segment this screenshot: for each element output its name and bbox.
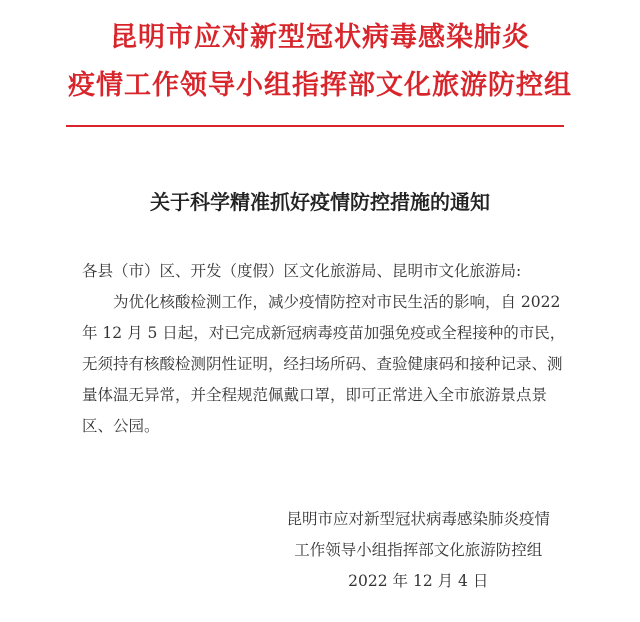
header-red-rule [66, 125, 564, 127]
addressee: 各县（市）区、开发（度假）区文化旅游局、昆明市文化旅游局: [82, 262, 522, 280]
issuer-name-line-1: 昆明市应对新型冠状病毒感染肺炎 [110, 22, 530, 53]
notice-body [82, 256, 566, 442]
signature-block [286, 504, 550, 597]
signature-issuer-line-2: 工作领导小组指挥部文化旅游防控组 [294, 541, 543, 559]
issuer-name-line-2: 疫情工作领导小组指挥部文化旅游防控组 [68, 70, 572, 101]
signature-date: 2022 年 12 月 4 日 [348, 572, 489, 590]
notice-title: 关于科学精准抓好疫情防控措施的通知 [150, 190, 490, 214]
document-header [0, 14, 640, 110]
notice-paragraph: 为优化核酸检测工作，减少疫情防控对市民生活的影响，自 2022 年 12 月 5 日起，对已完成新冠病毒疫苗加强免疫或全程接种的市民，无须持有核酸检测阴性证明，经扫场所码、查验健康码和接种记录、测量体温无异常，并全程规范佩戴口罩，即可正常进入全市旅游景点景区、公园。 [82, 293, 566, 435]
signature-issuer-line-1: 昆明市应对新型冠状病毒感染肺炎疫情 [286, 510, 550, 528]
